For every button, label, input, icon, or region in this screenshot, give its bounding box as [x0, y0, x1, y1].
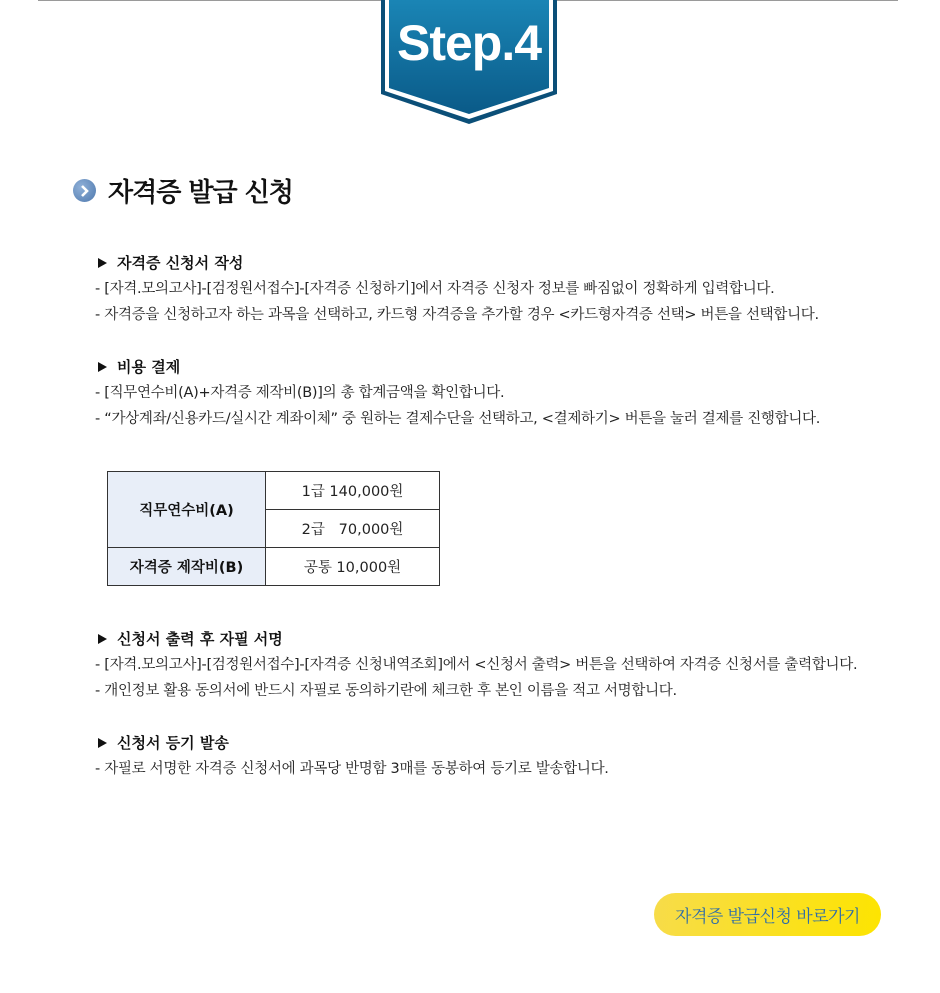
apply-certificate-button[interactable]: 자격증 발급신청 바로가기	[654, 893, 881, 936]
page-title: 자격증 발급 신청	[108, 178, 293, 208]
play-arrow-icon	[98, 634, 107, 644]
table-row	[108, 472, 440, 510]
section-title-text: 비용 결제	[117, 358, 181, 376]
instruction-line: - 자필로 서명한 자격증 신청서에 과목당 반명함 3매를 동봉하여 등기로 발송합니다.	[95, 761, 609, 777]
section-title	[95, 250, 819, 276]
section-application-form	[95, 250, 819, 328]
step-badge	[381, 0, 557, 126]
section-payment	[95, 354, 820, 432]
play-arrow-icon	[98, 362, 107, 372]
fee-table	[107, 471, 440, 586]
section-print-and-sign	[95, 626, 857, 704]
section-title	[95, 626, 857, 652]
section-title-text: 신청서 출력 후 자필 서명	[117, 630, 283, 648]
instruction-line: - “가상계좌/신용카드/실시간 계좌이체” 중 원하는 결제수단을 선택하고, <결제하기> 버튼을 눌러 결제를 진행합니다.	[95, 411, 821, 427]
instruction-line: - [직무연수비(A)+자격증 제작비(B)]의 총 합계금액을 확인합니다.	[95, 385, 505, 401]
instruction-line: - 개인정보 활용 동의서에 반드시 자필로 동의하기란에 체크한 후 본인 이름을 적고 서명합니다.	[95, 683, 677, 699]
production-fee-label: 자격증 제작비(B)	[108, 548, 266, 586]
section-heading	[73, 172, 293, 209]
training-fee-label: 직무연수비(A)	[108, 472, 266, 548]
common-fee: 공통 10,000원	[266, 548, 440, 586]
section-title-text: 신청서 등기 발송	[117, 734, 229, 752]
table-row	[108, 548, 440, 586]
instruction-line: - 자격증을 신청하고자 하는 과목을 선택하고, 카드형 자격증을 추가할 경우 <카드형자격증 선택> 버튼을 선택합니다.	[95, 307, 819, 323]
instruction-line: - [자격.모의고사]-[검정원서접수]-[자격증 신청하기]에서 자격증 신청자 정보를 빠짐없이 정확하게 입력합니다.	[95, 281, 775, 297]
instruction-line: - [자격.모의고사]-[검정원서접수]-[자격증 신청내역조회]에서 <신청서 출력> 버튼을 선택하여 자격증 신청서를 출력합니다.	[95, 657, 858, 673]
grade1-fee: 1급 140,000원	[266, 472, 440, 510]
section-title	[95, 354, 820, 380]
section-title-text: 자격증 신청서 작성	[117, 254, 244, 272]
chevron-right-circle-icon	[73, 179, 96, 202]
grade2-fee: 2급 70,000원	[266, 510, 440, 548]
play-arrow-icon	[98, 258, 107, 268]
play-arrow-icon	[98, 738, 107, 748]
section-registered-mail	[95, 730, 609, 782]
section-title	[95, 730, 609, 756]
step-badge-label: Step.4	[396, 15, 542, 71]
